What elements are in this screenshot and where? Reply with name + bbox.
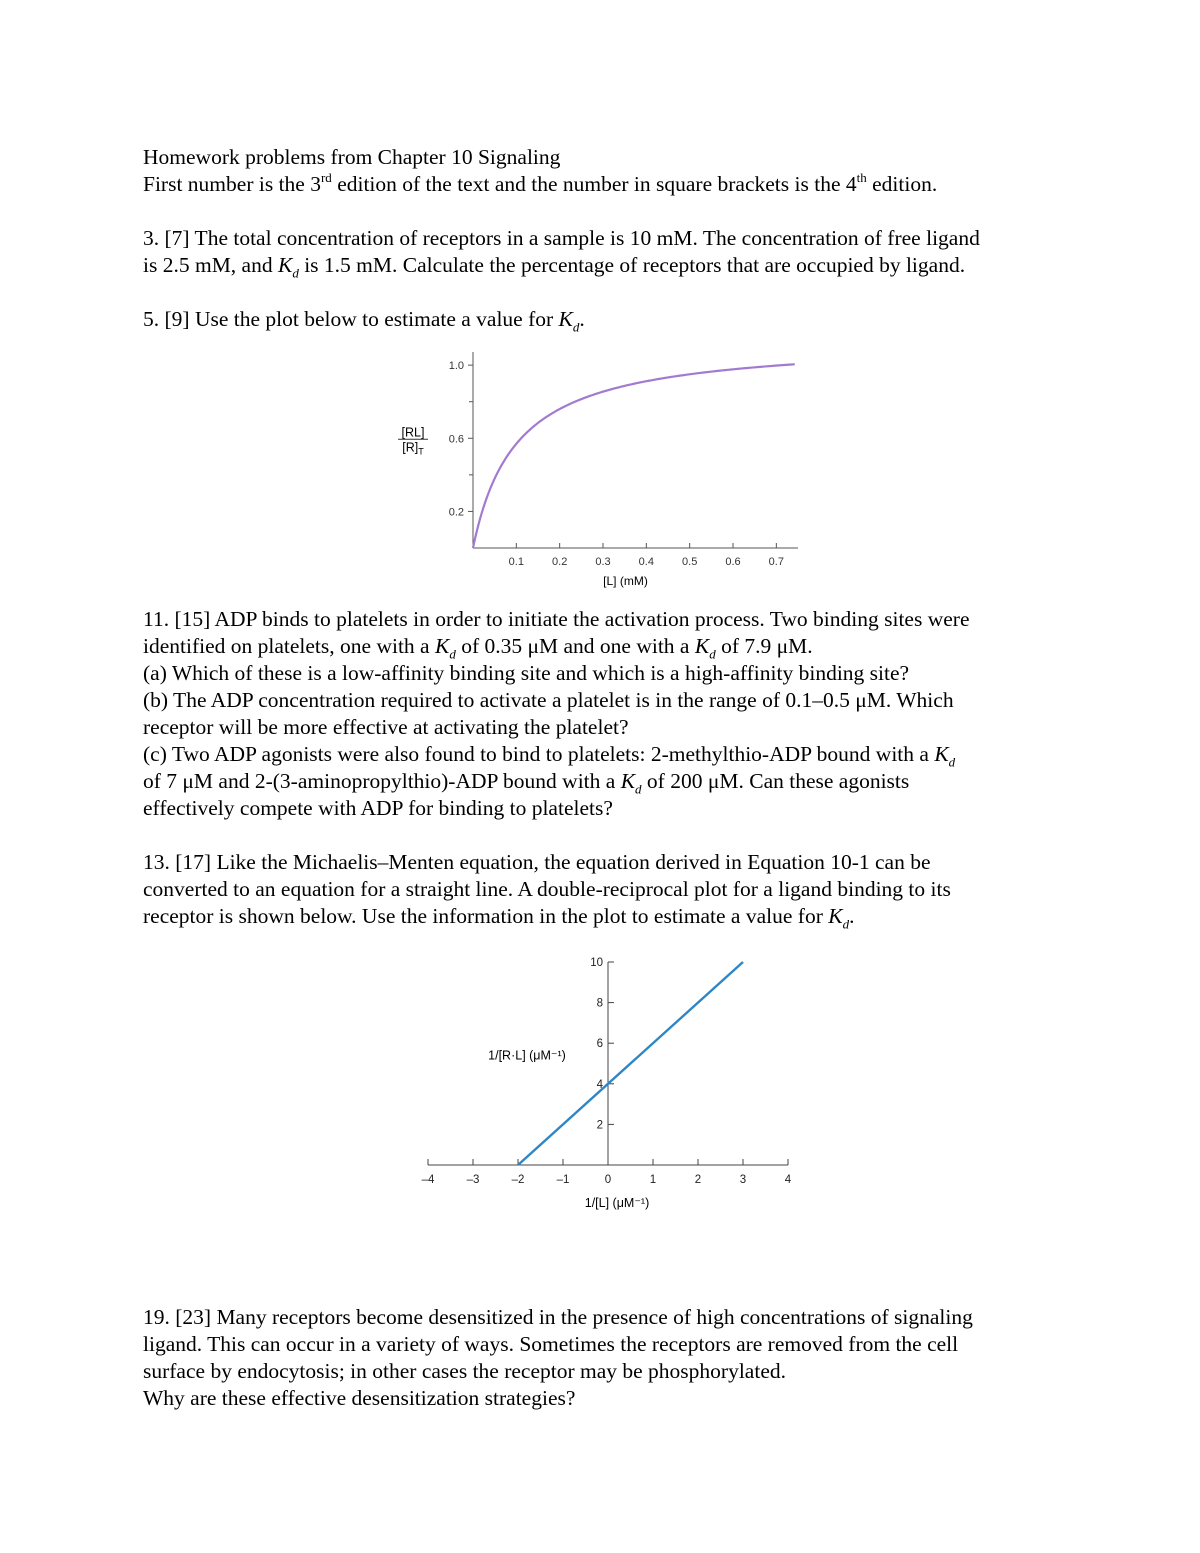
chart2-x-tick-label: 0: [604, 1174, 612, 1186]
document-title: Homework problems from Chapter 10 Signaling: [143, 145, 561, 169]
chart2-x-tick-label: 4: [784, 1174, 792, 1186]
chart1-x-axis-label: [L] (mM): [603, 574, 648, 588]
question-19-line-4: Why are these effective desensitization strategies?: [143, 1386, 576, 1410]
chart1-x-tick-label: 0.5: [682, 556, 698, 568]
question-13-line-1: 13. [17] Like the Michaelis–Menten equation, the equation derived in Equation 10-1 can be: [143, 850, 931, 874]
chart2-x-tick-label: –1: [556, 1174, 570, 1186]
edition-note: First number is the 3rd edition of the text and the number in square brackets is the 4th edition.: [143, 169, 938, 196]
question-19: [143, 1304, 1073, 1412]
chart1-x-tick-label: 0.2: [552, 556, 568, 568]
question-11-part-b-line-2: receptor will be more effective at activating the platelet?: [143, 715, 629, 739]
double-reciprocal-line: [518, 962, 743, 1165]
kd-symbol: $K_d$: [277, 253, 299, 281]
chart2-x-tick-label: –4: [421, 1174, 435, 1186]
chart2-x-axis-label: 1/[L] (μM⁻¹): [584, 1196, 650, 1210]
question-19-line-2: ligand. This can occur in a variety of ways. Sometimes the receptors are removed from the cell: [143, 1332, 959, 1356]
chart1-axes: [473, 352, 798, 548]
question-3-line-1: 3. [7] The total concentration of receptors in a sample is 10 mM. The concentration of free ligand: [143, 226, 980, 250]
question-11-line-1: 11. [15] ADP binds to platelets in order to initiate the activation process. Two binding sites were: [143, 607, 970, 631]
kd-symbol: $K_d$: [694, 634, 716, 662]
chart2-y-tick-label: 2: [596, 1119, 603, 1132]
chart2-x-tick-label: –2: [511, 1174, 525, 1186]
chart1-y-axis-label-numerator: [RL]: [401, 425, 425, 440]
question-11-part-c-line-3: effectively compete with ADP for binding to platelets?: [143, 796, 613, 820]
chart1-x-tick-label: 0.3: [595, 556, 611, 568]
question-11-part-c-line-1: (c) Two ADP agonists were also found to bind to platelets: 2-methylthio-ADP bound with a $K_d$: [143, 742, 956, 770]
chart2-y-axis-label: 1/[R·L] (μM⁻¹): [488, 1048, 566, 1063]
chart2-x-tick-label: 1: [649, 1174, 657, 1186]
question-5: [143, 306, 1073, 333]
question-3: [143, 225, 1073, 279]
chart2-x-tick-label: –3: [466, 1174, 480, 1186]
question-19-line-1: 19. [23] Many receptors become desensitized in the presence of high concentrations of signaling: [143, 1305, 973, 1329]
kd-symbol: $K_d$: [828, 904, 850, 932]
chart2-y-tick-label: 6: [596, 1038, 603, 1051]
chart2-y-tick-label: 8: [596, 997, 603, 1010]
question-19-line-3: surface by endocytosis; in other cases the receptor may be phosphorylated.: [143, 1359, 786, 1383]
question-11-part-b-line-1: (b) The ADP concentration required to activate a platelet is in the range of 0.1–0.5 μM. Which: [143, 688, 954, 712]
chart2-ticks: [422, 957, 792, 1186]
question-13-line-3: receptor is shown below. Use the information in the plot to estimate a value for $K_d$.: [143, 904, 855, 932]
question-13-line-2: converted to an equation for a straight line. A double-reciprocal plot for a ligand binding to its: [143, 877, 951, 901]
question-11: [143, 606, 1073, 822]
binding-curve-chart: [380, 338, 820, 598]
chart2-y-tick-label: 4: [596, 1078, 603, 1091]
question-11-line-2: identified on platelets, one with a $K_d$ of 0.35 μM and one with a $K_d$ of 7.9 μM.: [143, 634, 813, 662]
chart1-y-tick-label: 1.0: [448, 360, 464, 373]
kd-symbol: $K_d$: [558, 307, 580, 335]
chart2-y-tick-label: 10: [590, 957, 603, 969]
binding-curve-line: [473, 364, 795, 548]
chart2-x-tick-label: 3: [739, 1174, 747, 1186]
chart1-x-tick-label: 0.7: [768, 556, 784, 568]
kd-symbol: $K_d$: [934, 742, 956, 770]
chart1-y-axis-label-denominator: $[R]_T$: [402, 440, 424, 457]
question-11-part-a: (a) Which of these is a low-affinity binding site and which is a high-affinity binding site?: [143, 661, 910, 685]
chart1-y-tick-label: 0.2: [448, 506, 464, 519]
question-13: [143, 849, 1073, 930]
question-11-part-c-line-2: of 7 μM and 2-(3-aminopropylthio)-ADP bound with a $K_d$ of 200 μM. Can these agonists: [143, 769, 910, 797]
question-3-line-2: is 2.5 mM, and $K_d$ is 1.5 mM. Calculate the percentage of receptors that are occupied by ligand.: [143, 253, 966, 281]
document-header: [143, 144, 1073, 198]
chart1-y-tick-label: 0.6: [448, 433, 464, 446]
chart1-ticks: [449, 360, 784, 568]
kd-symbol: $K_d$: [620, 769, 642, 797]
double-reciprocal-chart: [410, 950, 810, 1220]
chart2-axes: [428, 962, 788, 1165]
chart1-x-tick-label: 0.1: [508, 556, 524, 568]
kd-symbol: $K_d$: [434, 634, 456, 662]
chart2-x-tick-label: 2: [694, 1174, 702, 1186]
chart1-x-tick-label: 0.6: [725, 556, 741, 568]
chart1-x-tick-label: 0.4: [638, 556, 654, 568]
question-5-line: 5. [9] Use the plot below to estimate a value for $K_d$.: [143, 307, 585, 335]
